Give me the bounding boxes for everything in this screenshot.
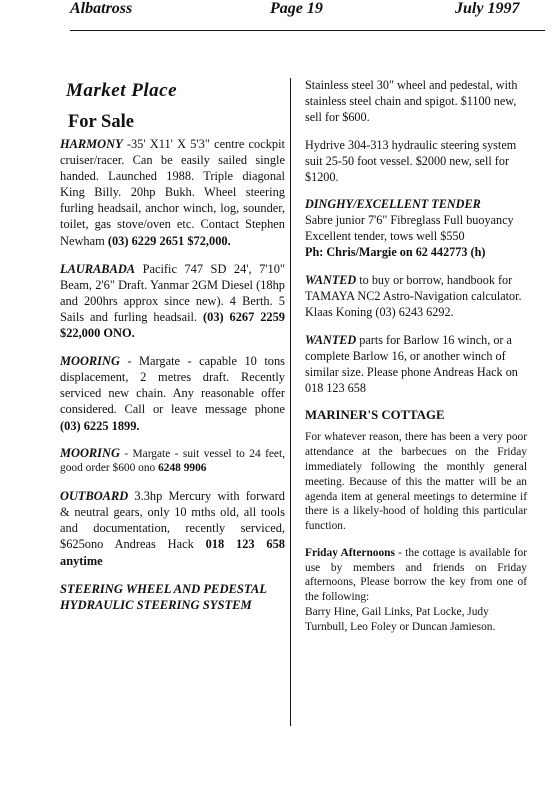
ad-title: WANTED xyxy=(305,273,357,288)
friday-afternoons xyxy=(305,546,527,605)
ad-title: WANTED xyxy=(305,332,357,347)
friday-title: Friday Afternoons xyxy=(305,546,395,559)
ad-contact: (03) 6267 2259 $22,000 ONO. xyxy=(60,309,285,341)
section-title: Market Place xyxy=(66,80,178,101)
ad-dinghy-body: Sabre junior 7'6" Fibreglass Full buoyancy Excellent tender, tows well $550 xyxy=(305,213,514,244)
ad-wanted-winch xyxy=(305,333,527,397)
ad-dinghy-title: DINGHY/EXCELLENT TENDER xyxy=(305,197,481,212)
ad-body: parts for Barlow 16 winch, or a complete Barlow 16, or another winch of similar size. Please phone Andreas Hack on 018 123 658 xyxy=(305,332,518,395)
ad-contact: (03) 6229 2651 $72,000. xyxy=(107,233,231,248)
ad-title: HARMONY xyxy=(60,137,123,151)
ad-hydrive: Hydrive 304-313 hydraulic steering system suit 25-50 foot vessel. $2000 new, sell for $1200. xyxy=(305,137,517,184)
cottage-notice: For whatever reason, there has been a very poor attendance at the barbecues on the Friday immediately following the monthly general meeting. Because of this the matter will be an agenda item at general meetings to determine if there is a likely-hood of holding this particular function. xyxy=(305,431,527,533)
left-column xyxy=(60,78,285,625)
column-divider xyxy=(290,78,291,726)
publication-name: Albatross xyxy=(70,0,133,17)
ad-contact: 018 123 658 anytime xyxy=(60,537,286,568)
ad-body: to buy or borrow, handbook for TAMAYA NC2 Astro-Navigation calculator. Klaas Koning (03) 6243 6292. xyxy=(305,273,522,319)
ad-body: Pacific 747 SD 24', 7'10" Beam, 2'6" Draft. Yanmar 2GM Diesel (18hp and 200hrs approx since new). 4 Berth. 5 Sails and furling headsail. xyxy=(60,261,285,324)
ad-dinghy-phone: Ph: Chris/Margie on 62 442773 (h) xyxy=(305,245,486,260)
ad-contact: 6248 9906 xyxy=(158,462,207,475)
ad-mooring-1 xyxy=(60,353,285,433)
for-sale-heading: For Sale xyxy=(68,112,134,132)
header-rule xyxy=(70,30,545,31)
ad-body: - Margate - capable 10 tons displacement, 2 metres draft. Recently serviced new chain. Any reasonable offer considered. Call or leave message phone xyxy=(60,354,285,417)
ad-title: OUTBOARD xyxy=(60,489,129,504)
ad-body: -35' X11' X 5'3" centre cockpit cruiser/racer. Can be easily sailed single handed. Launched 1988. Triple diagonal King Billy. 20hp Bukh. Wheel steering furling headsail, anchor winch, log, sounder, toilet, gas stove/oven etc. Contact Stephen Newham xyxy=(60,137,285,248)
ad-wanted-handbook xyxy=(305,273,527,321)
page-number: Page 19 xyxy=(270,0,323,17)
ad-title: MOORING xyxy=(60,445,120,460)
ad-harmony xyxy=(60,136,285,249)
ad-body: - Margate - suit vessel to 24 feet, good order $600 ono xyxy=(60,447,285,475)
ad-title: MOORING xyxy=(60,354,120,369)
ad-contact: (03) 6225 1899. xyxy=(60,418,140,433)
friday-keyholders: Barry Hine, Gail Links, Pat Locke, Judy Turnbull, Leo Foley or Duncan Jamieson. xyxy=(305,606,496,633)
ad-outboard xyxy=(60,488,285,568)
ad-steering-title: STEERING WHEEL AND PEDESTAL HYDRAULIC STEERING SYSTEM xyxy=(60,581,267,612)
issue-date: July 1997 xyxy=(455,0,520,17)
ad-title: LAURABADA xyxy=(60,261,136,276)
ad-mooring-2 xyxy=(60,446,285,477)
ad-stainless-wheel: Stainless steel 30" wheel and pedestal, with stainless steel chain and spigot. $1100 new, sell for $600. xyxy=(305,78,518,124)
ad-body: 3.3hp Mercury with forward & neutral gears, only 10 mths old, all tools and documentation, recently serviced, $625ono Andreas Hack xyxy=(60,489,285,552)
right-column xyxy=(305,78,527,647)
page-header xyxy=(70,0,535,22)
friday-body: - the cottage is available for use by members and friends on Friday afternoons, Please borrow the key from one of the following: xyxy=(305,546,527,604)
cottage-heading: MARINER'S COTTAGE xyxy=(305,408,445,423)
ad-laurabada xyxy=(60,261,285,341)
